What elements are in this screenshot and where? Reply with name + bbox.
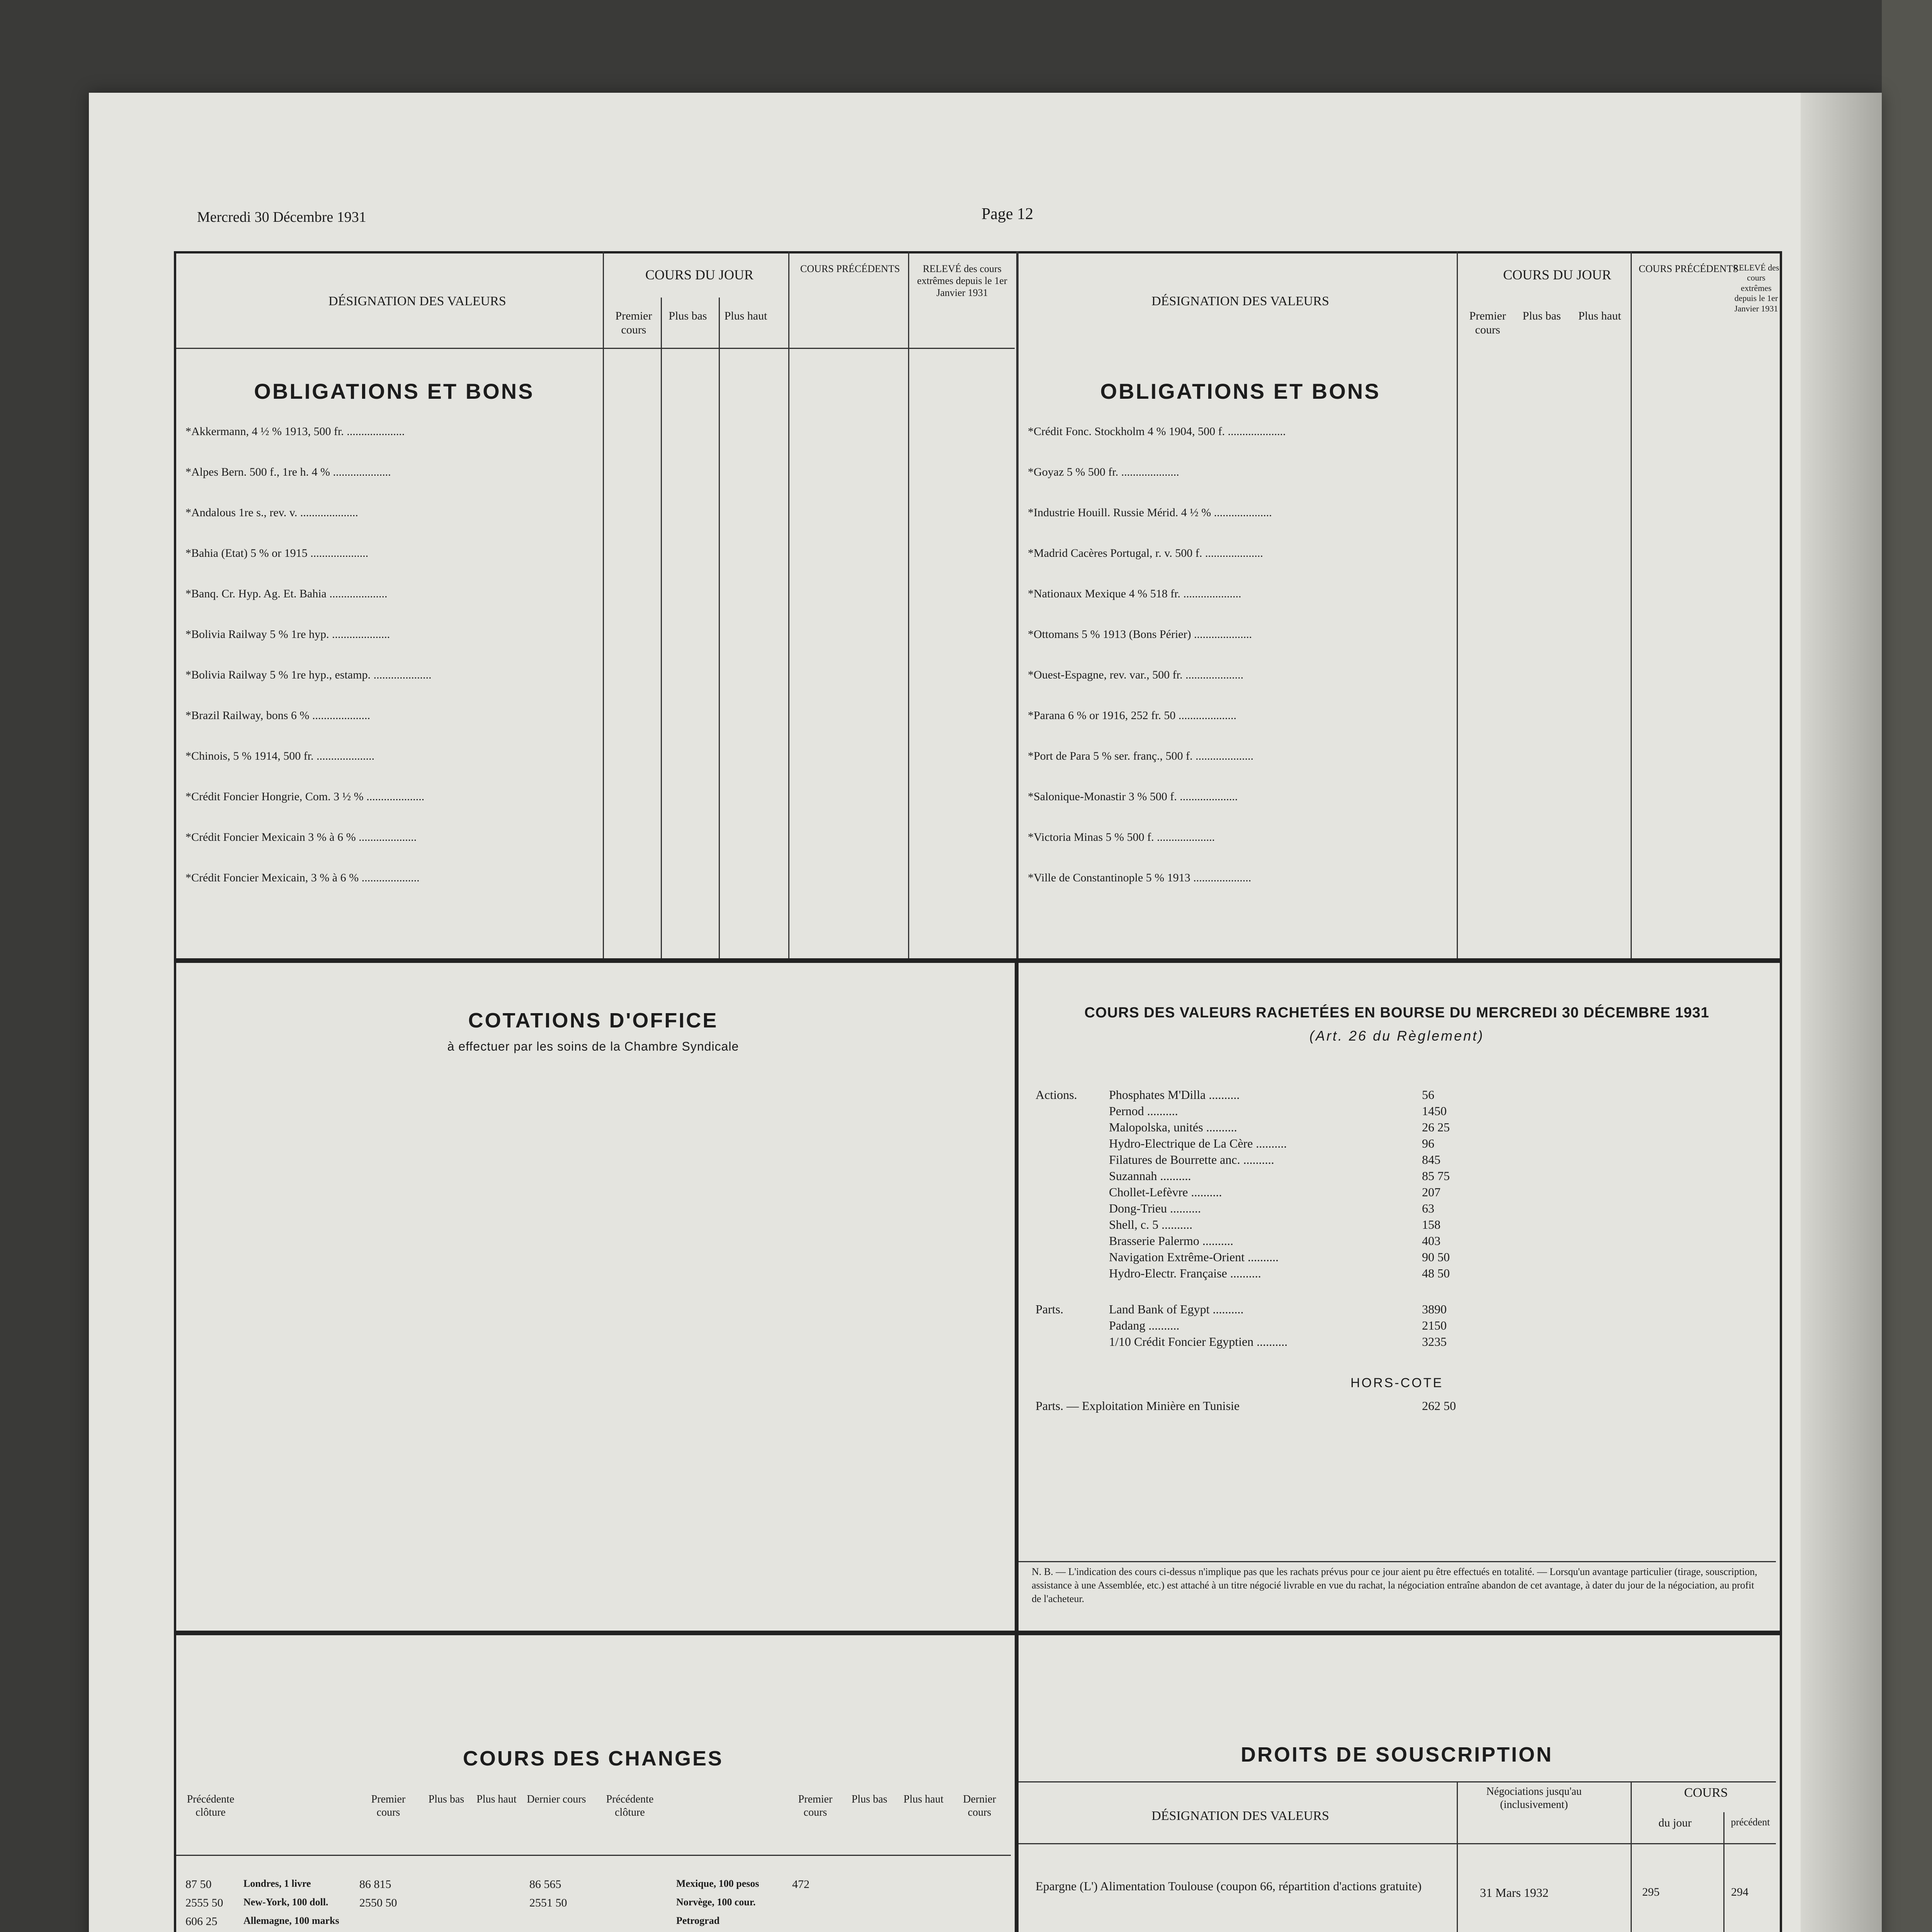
rachetee-name: Shell, c. 5 .......... bbox=[1109, 1218, 1192, 1231]
hors-cote-value: 262 50 bbox=[1422, 1399, 1456, 1413]
rachetee-part-name: 1/10 Crédit Foncier Egyptien .......... bbox=[1109, 1335, 1288, 1349]
rachetee-value: 63 bbox=[1422, 1201, 1434, 1215]
rachetee-value: 26 25 bbox=[1422, 1120, 1450, 1134]
change-first: 472 bbox=[792, 1878, 810, 1891]
obligation-row: *Crédit Foncier Mexicain, 3 % à 6 % .................... bbox=[185, 871, 420, 884]
rachetees-box bbox=[1016, 958, 1782, 1635]
obligation-row: *Bahia (Etat) 5 % or 1915 .................... bbox=[185, 547, 369, 560]
obligation-row: *Akkermann, 4 ½ % 1913, 500 fr. .................... bbox=[185, 425, 405, 438]
rachetee-name: Pernod .......... bbox=[1109, 1104, 1178, 1118]
obligation-row: *Alpes Bern. 500 f., 1re h. 4 % .................... bbox=[185, 466, 391, 478]
sous-col-cours: COURS bbox=[1684, 1786, 1728, 1800]
obligation-row: *Bolivia Railway 5 % 1re hyp. .................... bbox=[185, 628, 390, 641]
col-plus-haut-left: Plus haut bbox=[724, 310, 767, 322]
newspaper-page bbox=[89, 93, 1882, 1932]
sous-col-negociations: Négociations jusqu'au (inclusivement) bbox=[1486, 1786, 1582, 1811]
cotations-subtitle: à effectuer par les soins de la Chambre Syndicale bbox=[447, 1039, 739, 1053]
change-first: 2550 50 bbox=[359, 1896, 397, 1909]
rachetee-name: Filatures de Bourrette anc. .......... bbox=[1109, 1153, 1274, 1167]
obligation-row: *Ottomans 5 % 1913 (Bons Périer) .................... bbox=[1028, 628, 1252, 641]
change-name: Mexique, 100 pesos bbox=[676, 1878, 759, 1889]
rachetee-name: Hydro-Electr. Française .......... bbox=[1109, 1266, 1261, 1280]
changes-title: COURS DES CHANGES bbox=[463, 1747, 724, 1770]
page-number: Page 12 bbox=[981, 205, 1034, 223]
obligation-row: *Parana 6 % or 1916, 252 fr. 50 .................... bbox=[1028, 709, 1236, 722]
rachetee-value: 403 bbox=[1422, 1234, 1440, 1248]
rachetee-name: Malopolska, unités .......... bbox=[1109, 1120, 1237, 1134]
col-precedents-left: COURS PRÉCÉDENTS bbox=[800, 263, 900, 274]
changes-col-header: Précédente clôture bbox=[187, 1793, 235, 1818]
rachetee-value: 56 bbox=[1422, 1088, 1434, 1102]
page-edge-shadow bbox=[1882, 0, 1932, 1932]
obligations-table bbox=[174, 251, 1782, 963]
changes-col-header: Plus haut bbox=[903, 1793, 944, 1805]
obligation-row: *Ouest-Espagne, rev. var., 500 fr. .................... bbox=[1028, 668, 1243, 681]
col-precedents-right: COURS PRÉCÉDENTS bbox=[1639, 263, 1738, 274]
rachetee-name: Hydro-Electrique de La Cère .......... bbox=[1109, 1136, 1287, 1150]
obligation-row: *Andalous 1re s., rev. v. .................... bbox=[185, 506, 358, 519]
change-name: Allemagne, 100 marks bbox=[243, 1915, 339, 1926]
col-premier-right: Premier cours bbox=[1469, 310, 1506, 336]
rachetee-value: 48 50 bbox=[1422, 1266, 1450, 1280]
hors-cote-name: Parts. — Exploitation Minière en Tunisie bbox=[1036, 1399, 1240, 1413]
obligation-row: *Brazil Railway, bons 6 % .................... bbox=[185, 709, 370, 722]
page-date: Mercredi 30 Décembre 1931 bbox=[197, 209, 366, 225]
cotations-box bbox=[174, 958, 1017, 1635]
rachetee-value: 1450 bbox=[1422, 1104, 1447, 1118]
change-name: New-York, 100 doll. bbox=[243, 1896, 328, 1908]
obligation-row: *Chinois, 5 % 1914, 500 fr. .................... bbox=[185, 750, 375, 762]
rachetee-name: Phosphates M'Dilla .......... bbox=[1109, 1088, 1240, 1102]
col-plus-bas-right: Plus bas bbox=[1522, 310, 1561, 322]
rachetee-part-value: 2150 bbox=[1422, 1318, 1447, 1332]
change-prev: 2555 50 bbox=[185, 1896, 223, 1909]
hors-cote-label: HORS-COTE bbox=[1350, 1376, 1443, 1390]
obligation-row: *Nationaux Mexique 4 % 518 fr. .................... bbox=[1028, 587, 1242, 600]
rachetee-name: Dong-Trieu .......... bbox=[1109, 1201, 1201, 1215]
obligation-row: *Crédit Fonc. Stockholm 4 % 1904, 500 f. .................... bbox=[1028, 425, 1286, 438]
changes-col-header: Plus bas bbox=[851, 1793, 888, 1805]
change-name: Londres, 1 livre bbox=[243, 1878, 311, 1889]
rachetee-value: 90 50 bbox=[1422, 1250, 1450, 1264]
changes-col-header: Plus haut bbox=[476, 1793, 517, 1805]
sous-col-designation: DÉSIGNATION DES VALEURS bbox=[1151, 1809, 1329, 1823]
rachetee-value: 845 bbox=[1422, 1153, 1440, 1167]
rachetee-name: Brasserie Palermo .......... bbox=[1109, 1234, 1233, 1248]
col-designation-right: DÉSIGNATION DES VALEURS bbox=[1151, 294, 1329, 308]
rachetee-value: 96 bbox=[1422, 1136, 1434, 1150]
rachetee-name: Chollet-Lefèvre .......... bbox=[1109, 1185, 1222, 1199]
obligation-row: *Ville de Constantinople 5 % 1913 .................... bbox=[1028, 871, 1252, 884]
change-first: 86 815 bbox=[359, 1878, 391, 1891]
change-last: 86 565 bbox=[529, 1878, 561, 1891]
rachetee-part-name: Padang .......... bbox=[1109, 1318, 1180, 1332]
change-prev: 87 50 bbox=[185, 1878, 212, 1891]
obligation-row: *Port de Para 5 % ser. franç., 500 f. .................... bbox=[1028, 750, 1254, 762]
sous-row-date: 31 Mars 1932 bbox=[1480, 1886, 1549, 1900]
col-plus-bas-left: Plus bas bbox=[668, 310, 707, 322]
col-designation-left: DÉSIGNATION DES VALEURS bbox=[328, 294, 506, 308]
sous-row-precedent: 294 bbox=[1731, 1886, 1748, 1898]
changes-col-header: Premier cours bbox=[798, 1793, 833, 1818]
col-premier-left: Premier cours bbox=[615, 310, 652, 336]
rachetee-name: Navigation Extrême-Orient .......... bbox=[1109, 1250, 1279, 1264]
rachetees-actions-label: Actions. bbox=[1036, 1088, 1077, 1102]
rachetee-name: Suzannah .......... bbox=[1109, 1169, 1191, 1183]
col-cours-jour-right: COURS DU JOUR bbox=[1503, 267, 1612, 282]
sous-col-jour: du jour bbox=[1658, 1816, 1692, 1829]
obligation-row: *Industrie Houill. Russie Mérid. 4 ½ % .................... bbox=[1028, 506, 1272, 519]
rachetee-part-name: Land Bank of Egypt .......... bbox=[1109, 1302, 1244, 1316]
rachetee-value: 85 75 bbox=[1422, 1169, 1450, 1183]
changes-col-header: Plus bas bbox=[428, 1793, 464, 1805]
obligation-row: *Madrid Cacères Portugal, r. v. 500 f. .................... bbox=[1028, 547, 1263, 560]
change-name: Petrograd bbox=[676, 1915, 720, 1926]
obligation-row: *Bolivia Railway 5 % 1re hyp., estamp. .................... bbox=[185, 668, 432, 681]
rachetees-parts-label: Parts. bbox=[1036, 1302, 1063, 1316]
rachetee-value: 158 bbox=[1422, 1218, 1440, 1231]
col-releve-right: RELEVÉ des cours extrêmes depuis le 1er Janvier 1931 bbox=[1733, 263, 1779, 313]
rachetees-note: N. B. — L'indication des cours ci-dessus n'implique pas que les rachats prévus pour ce jour aient pu être effectués en totalité. — Lorsqu'un avantage particulier (tirage, souscription, assistance à une Assemblée, etc.) est attaché à un titre négocié livrable en vue du rachat, la négociation entraîne abandon de cet avantage, à dater du jour de la négociation, au profit de l'acheteur. bbox=[1032, 1566, 1760, 1605]
cotations-title: COTATIONS D'OFFICE bbox=[468, 1009, 718, 1032]
changes-col-header: Dernier cours bbox=[527, 1793, 586, 1805]
rachetees-subtitle: (Art. 26 du Règlement) bbox=[1309, 1028, 1485, 1044]
obligation-row: *Victoria Minas 5 % 500 f. .................... bbox=[1028, 831, 1215, 844]
sous-row-name: Epargne (L') Alimentation Toulouse (coupon 66, répartition d'actions gratuite) bbox=[1036, 1879, 1422, 1893]
change-prev: 606 25 bbox=[185, 1915, 218, 1928]
obligation-row: *Crédit Foncier Hongrie, Com. 3 ½ % .................... bbox=[185, 790, 425, 803]
rachetees-title: COURS DES VALEURS RACHETÉES EN BOURSE DU MERCREDI 30 DÉCEMBRE 1931 bbox=[1084, 1005, 1709, 1021]
col-plus-haut-right: Plus haut bbox=[1578, 310, 1621, 322]
sous-row-jour: 295 bbox=[1642, 1886, 1660, 1898]
obligations-title-left: OBLIGATIONS ET BONS bbox=[254, 379, 534, 403]
rachetee-part-value: 3890 bbox=[1422, 1302, 1447, 1316]
obligation-row: *Salonique-Monastir 3 % 500 f. .................... bbox=[1028, 790, 1238, 803]
change-name: Norvège, 100 cour. bbox=[676, 1896, 756, 1908]
changes-col-header: Précédente clôture bbox=[606, 1793, 654, 1818]
col-releve-left: RELEVÉ des cours extrêmes depuis le 1er Janvier 1931 bbox=[917, 263, 1007, 299]
obligations-title-right: OBLIGATIONS ET BONS bbox=[1100, 379, 1381, 403]
changes-col-header: Dernier cours bbox=[963, 1793, 996, 1818]
binding-edge bbox=[1801, 93, 1882, 1932]
souscription-title: DROITS DE SOUSCRIPTION bbox=[1240, 1743, 1553, 1766]
col-cours-jour-left: COURS DU JOUR bbox=[645, 267, 754, 282]
changes-col-header: Premier cours bbox=[371, 1793, 406, 1818]
rachetee-value: 207 bbox=[1422, 1185, 1440, 1199]
rachetee-part-value: 3235 bbox=[1422, 1335, 1447, 1349]
obligation-row: *Banq. Cr. Hyp. Ag. Et. Bahia .................... bbox=[185, 587, 388, 600]
sous-col-precedent: précédent bbox=[1731, 1816, 1770, 1828]
obligation-row: *Crédit Foncier Mexicain 3 % à 6 % .................... bbox=[185, 831, 417, 844]
obligation-row: *Goyaz 5 % 500 fr. .................... bbox=[1028, 466, 1179, 478]
change-last: 2551 50 bbox=[529, 1896, 567, 1909]
